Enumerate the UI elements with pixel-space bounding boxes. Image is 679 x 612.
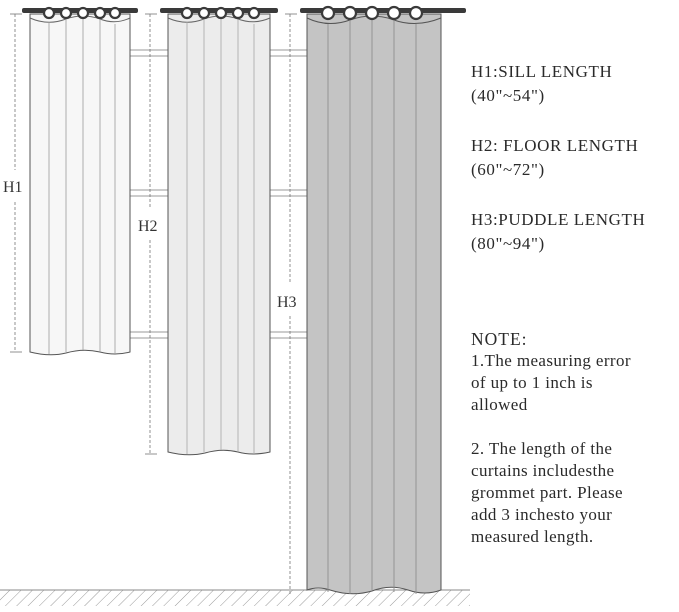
spec-h2 <box>471 134 638 182</box>
dimension-label-h1: H1 <box>3 179 23 196</box>
curtain-h1 <box>30 14 130 355</box>
spec-h1-range: (40"~54") <box>471 86 545 105</box>
curtain-h3 <box>307 14 441 594</box>
note-line: 1.The measuring error <box>471 351 631 370</box>
spec-h2-range: (60"~72") <box>471 160 545 179</box>
note-line: allowed <box>471 395 528 414</box>
spec-h3-range: (80"~94") <box>471 234 545 253</box>
note-line: 2. The length of the <box>471 439 613 458</box>
spec-h3-title: H3:PUDDLE LENGTH <box>471 210 646 229</box>
spec-h2-title: H2: FLOOR LENGTH <box>471 136 639 155</box>
note-line: of up to 1 inch is <box>471 373 593 392</box>
note-line: curtains includesthe <box>471 461 615 480</box>
note-heading: NOTE: <box>471 329 528 349</box>
dimension-label-h3: H3 <box>277 294 297 311</box>
spec-h1-title: H1:SILL LENGTH <box>471 62 613 81</box>
note-line: add 3 inchesto your <box>471 505 613 524</box>
note-line: grommet part. Please <box>471 483 623 502</box>
note-line: measured length. <box>471 527 594 546</box>
curtain-h2 <box>168 14 270 455</box>
spec-h3 <box>471 208 645 256</box>
dimension-label-h2: H2 <box>138 218 158 235</box>
floor <box>0 590 470 606</box>
spec-h1 <box>471 60 612 108</box>
note-block <box>471 328 676 548</box>
